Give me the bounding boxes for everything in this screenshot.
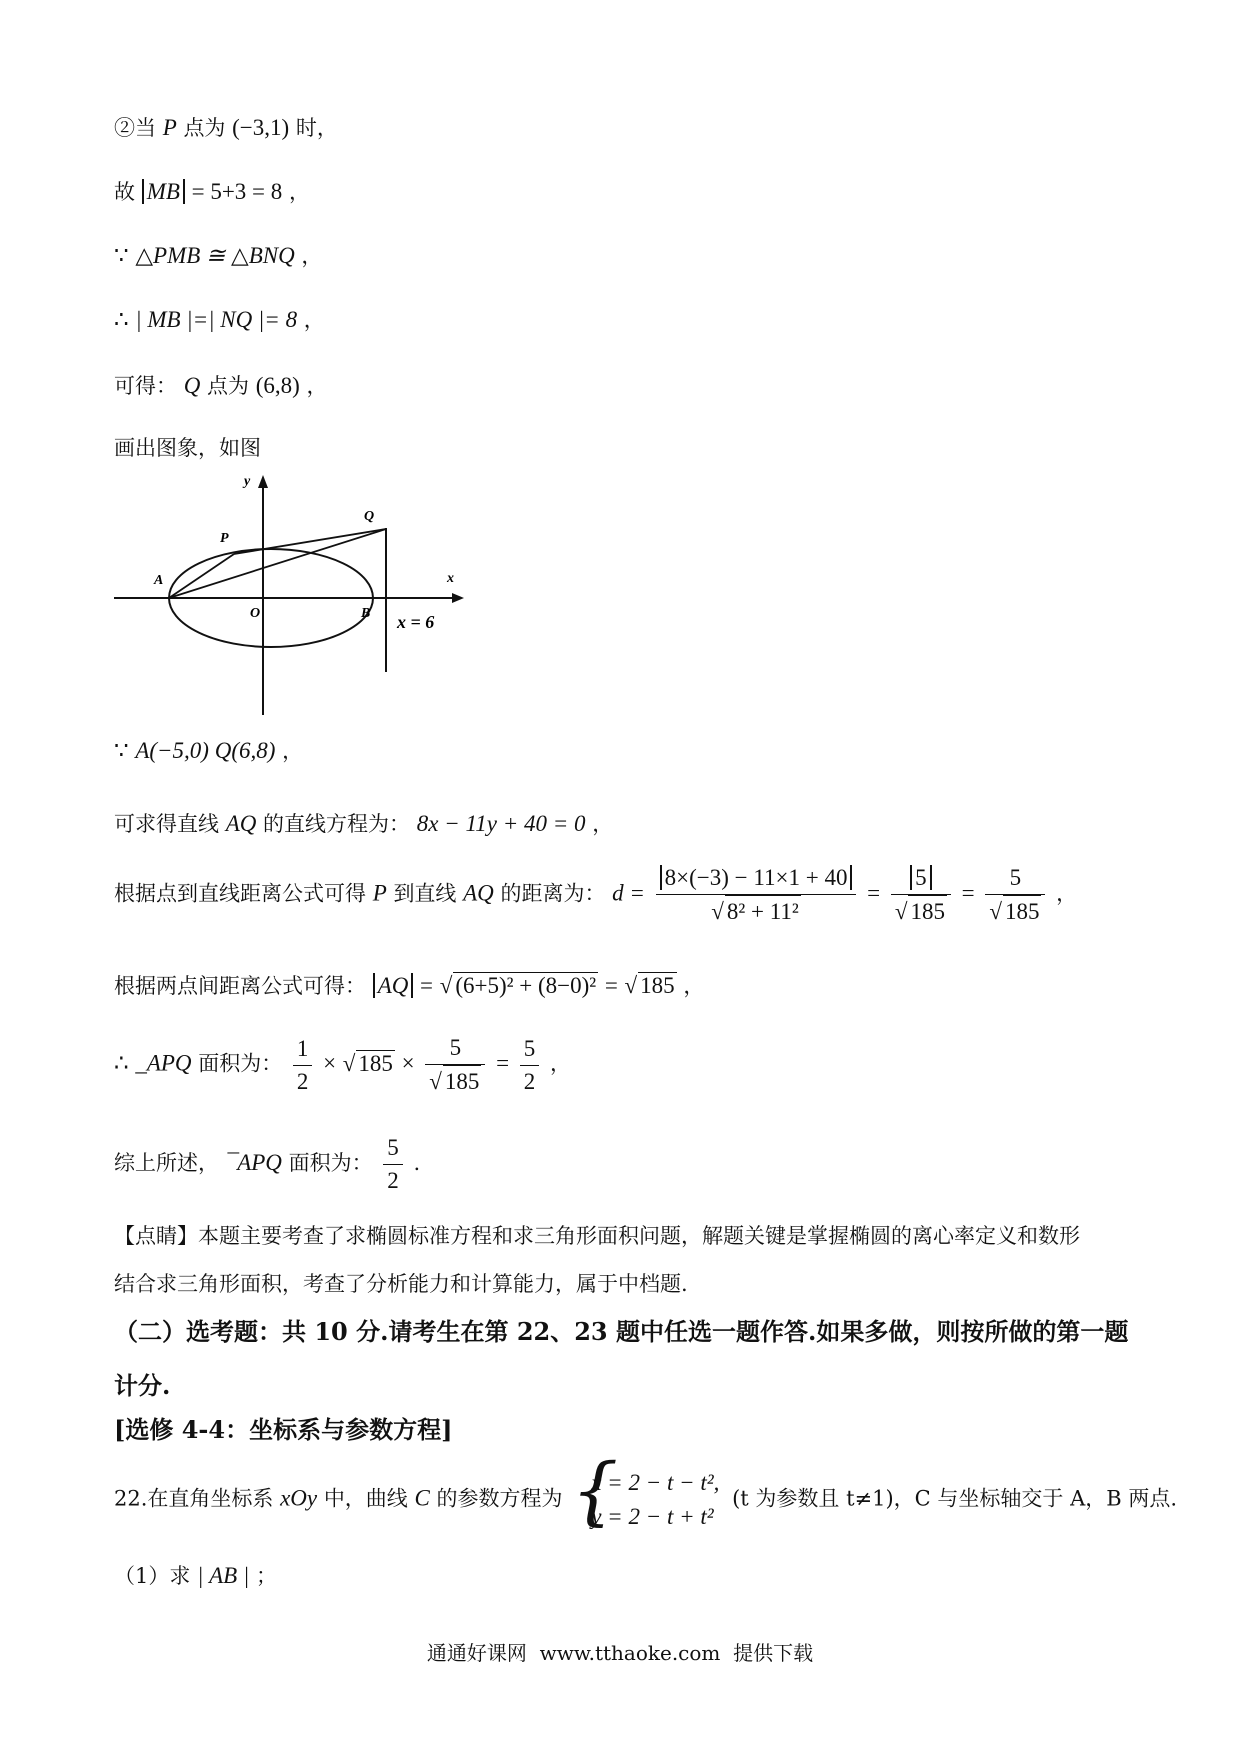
text: ， <box>592 812 614 836</box>
solution-line-area: ∴ _APQ 面积为： $\frac{1}{2}$ × √ 185 × $\frac{5}{√ 185}$ = $\frac{5}{2}$ ， <box>114 1032 571 1098</box>
text: 根据两点间距离公式可得： <box>114 974 366 998</box>
text: ， <box>303 308 325 332</box>
text: ， <box>301 244 323 268</box>
fraction-distance: $\frac{5}{√ 185}$ <box>425 1032 485 1098</box>
text: 可得： <box>114 374 177 398</box>
solution-line-mb <box>114 176 310 206</box>
label-y: y <box>244 474 251 489</box>
because-symbol: ∵ <box>114 738 129 763</box>
label-p: P <box>220 531 229 546</box>
times: × <box>323 1050 337 1076</box>
numerator: 8×(−3) − 11×1 + 40 <box>660 865 853 890</box>
section-header-line-2: 计分. <box>114 1371 171 1400</box>
text: 点为 <box>183 116 226 140</box>
comment-line-1: 【点睛】本题主要考查了求椭圆标准方程和求三角形面积问题，解题关键是掌握椭圆的离心率定义和数形 <box>114 1224 1080 1248</box>
congruence: △PMB ≅ △BNQ <box>135 243 295 268</box>
abs-aq: AQ <box>373 973 414 998</box>
text: ②当 <box>114 116 156 140</box>
parametric-equations: { x = 2 − t − t², y = 2 − t + t² <box>575 1466 719 1534</box>
solution-line-q-point <box>114 370 327 400</box>
text: ， <box>683 974 705 998</box>
text: 的直线方程为： <box>263 812 411 836</box>
text: ， <box>306 374 328 398</box>
text: 综上所述， <box>114 1151 219 1175</box>
text: ， <box>282 739 304 763</box>
solution-line-nq <box>114 304 325 334</box>
ellipse-figure <box>114 470 474 720</box>
distance-radicand: (6+5)² + (8−0)² <box>455 973 597 998</box>
text: 时， <box>295 116 338 140</box>
section-header-line-1: （二）选考题：共 10 分.请考生在第 22、23 题中任选一题作答.如果多做，则按所做的第一题 <box>114 1317 1129 1346</box>
text: 可求得直线 <box>114 812 219 836</box>
label-line: x = 6 <box>397 612 435 632</box>
question-22-part-1: （1）求 | AB | ； <box>114 1563 277 1588</box>
fraction-result: $\frac{5}{2}$ <box>383 1132 403 1197</box>
question-22: 22.在直角坐标系 xOy 中，曲线 C 的参数方程为 { x = 2 − t − t², y = 2 − t + t² (t 为参数且 t≠1)，C 与坐标轴交于 A，B 两点. <box>114 1466 1177 1534</box>
denominator: 185 <box>1003 895 1042 928</box>
solution-line-points <box>114 735 303 765</box>
abs-mb: MB <box>142 179 185 204</box>
distance-fraction-3: $\frac{5}{√ 185}$ <box>985 862 1045 928</box>
equation: | MB |=| NQ |= 8 <box>135 307 298 332</box>
x-axis-arrow <box>452 593 464 603</box>
solution-line-distance <box>114 862 1077 928</box>
comment-line-2: 结合求三角形面积，考查了分析能力和计算能力，属于中档题. <box>114 1272 688 1296</box>
text: 的距离为： <box>500 881 606 906</box>
solution-line-draw <box>114 432 261 462</box>
denominator: 8² + 11² <box>725 895 801 928</box>
elective-title: [选修 4-4：坐标系与参数方程] <box>114 1415 453 1444</box>
text: 点为 <box>207 374 249 398</box>
text: ， <box>549 1051 571 1076</box>
y-axis-arrow <box>258 475 268 488</box>
var-aq: AQ <box>225 811 257 836</box>
line-equation: 8x − 11y + 40 = 0 <box>416 811 586 836</box>
label-q: Q <box>364 509 375 524</box>
points: A(−5,0) Q(6,8) <box>135 738 276 763</box>
solution-line-aq-equation <box>114 808 613 838</box>
text: . <box>413 1151 421 1175</box>
distance-fraction-2: $\frac{5}{√ 185}$ <box>891 862 951 928</box>
text: 故 <box>114 180 135 204</box>
equation: = 5+3 = 8 <box>191 179 283 204</box>
numerator: 5 <box>985 862 1045 895</box>
text: ， <box>1056 881 1078 906</box>
label-a: A <box>154 573 164 588</box>
therefore-symbol: ∴ <box>114 307 129 332</box>
solution-line-aq-length: 根据两点间距离公式可得： AQ = √ (6+5)² + (8−0)² = √ 185 ， <box>114 973 705 998</box>
numerator: 5 <box>910 865 932 890</box>
equals: = <box>604 973 618 998</box>
point-q: (6,8) <box>255 373 300 398</box>
system-xoy: xOy <box>280 1485 318 1511</box>
var-d: d = <box>612 880 645 906</box>
var-p: P <box>372 880 387 906</box>
point-p: (−3,1) <box>232 115 290 140</box>
text: 面积为： <box>288 1151 373 1175</box>
denominator: 185 <box>908 895 947 928</box>
sqrt-185: 185 <box>640 973 675 998</box>
solution-line-summary <box>114 1132 420 1197</box>
label-b: B <box>361 606 371 621</box>
label-x: x <box>447 571 454 586</box>
text: 画出图象，如图 <box>114 436 261 460</box>
fraction-result: $\frac{5}{2}$ <box>520 1033 540 1098</box>
therefore-symbol: ∴ <box>114 1050 129 1076</box>
equals: = <box>867 880 881 906</box>
equals: = <box>420 973 434 998</box>
var-q: Q <box>183 373 201 398</box>
equals: = <box>961 880 975 906</box>
footer-note: 提供下载 <box>733 1641 814 1665</box>
page-footer <box>0 1637 1240 1666</box>
because-symbol: ∵ <box>114 243 129 268</box>
segment-aq <box>169 529 386 598</box>
label-o: O <box>250 606 261 621</box>
footer-site: 通通好课网 <box>426 1641 527 1665</box>
text: ， <box>288 180 310 204</box>
triangle-apq: _APQ <box>135 1050 192 1076</box>
var-aq: AQ <box>463 880 494 906</box>
var-p: P <box>162 115 177 140</box>
solution-line-case2 <box>114 112 338 142</box>
abs-ab: | AB | <box>197 1563 250 1588</box>
segment-pq <box>234 529 386 554</box>
text: 到直线 <box>393 881 457 906</box>
sqrt-185: 185 <box>358 1050 393 1076</box>
times: × <box>401 1050 415 1076</box>
text: 根据点到直线距离公式可得 <box>114 881 366 906</box>
solution-line-congruent <box>114 240 322 270</box>
distance-fraction-1: $\frac{8\times(-3) - 11\times 1 + 40}{\text{√ 8² + 11²}}$ <box>656 862 857 928</box>
equals: = <box>496 1050 510 1076</box>
footer-url[interactable]: www.tthaoke.com <box>539 1641 721 1665</box>
fraction-half: $\frac{1}{2}$ <box>293 1033 313 1098</box>
text: 面积为： <box>198 1051 283 1076</box>
curve-c: C <box>414 1485 430 1511</box>
triangle-apq: ¯APQ <box>225 1150 282 1175</box>
